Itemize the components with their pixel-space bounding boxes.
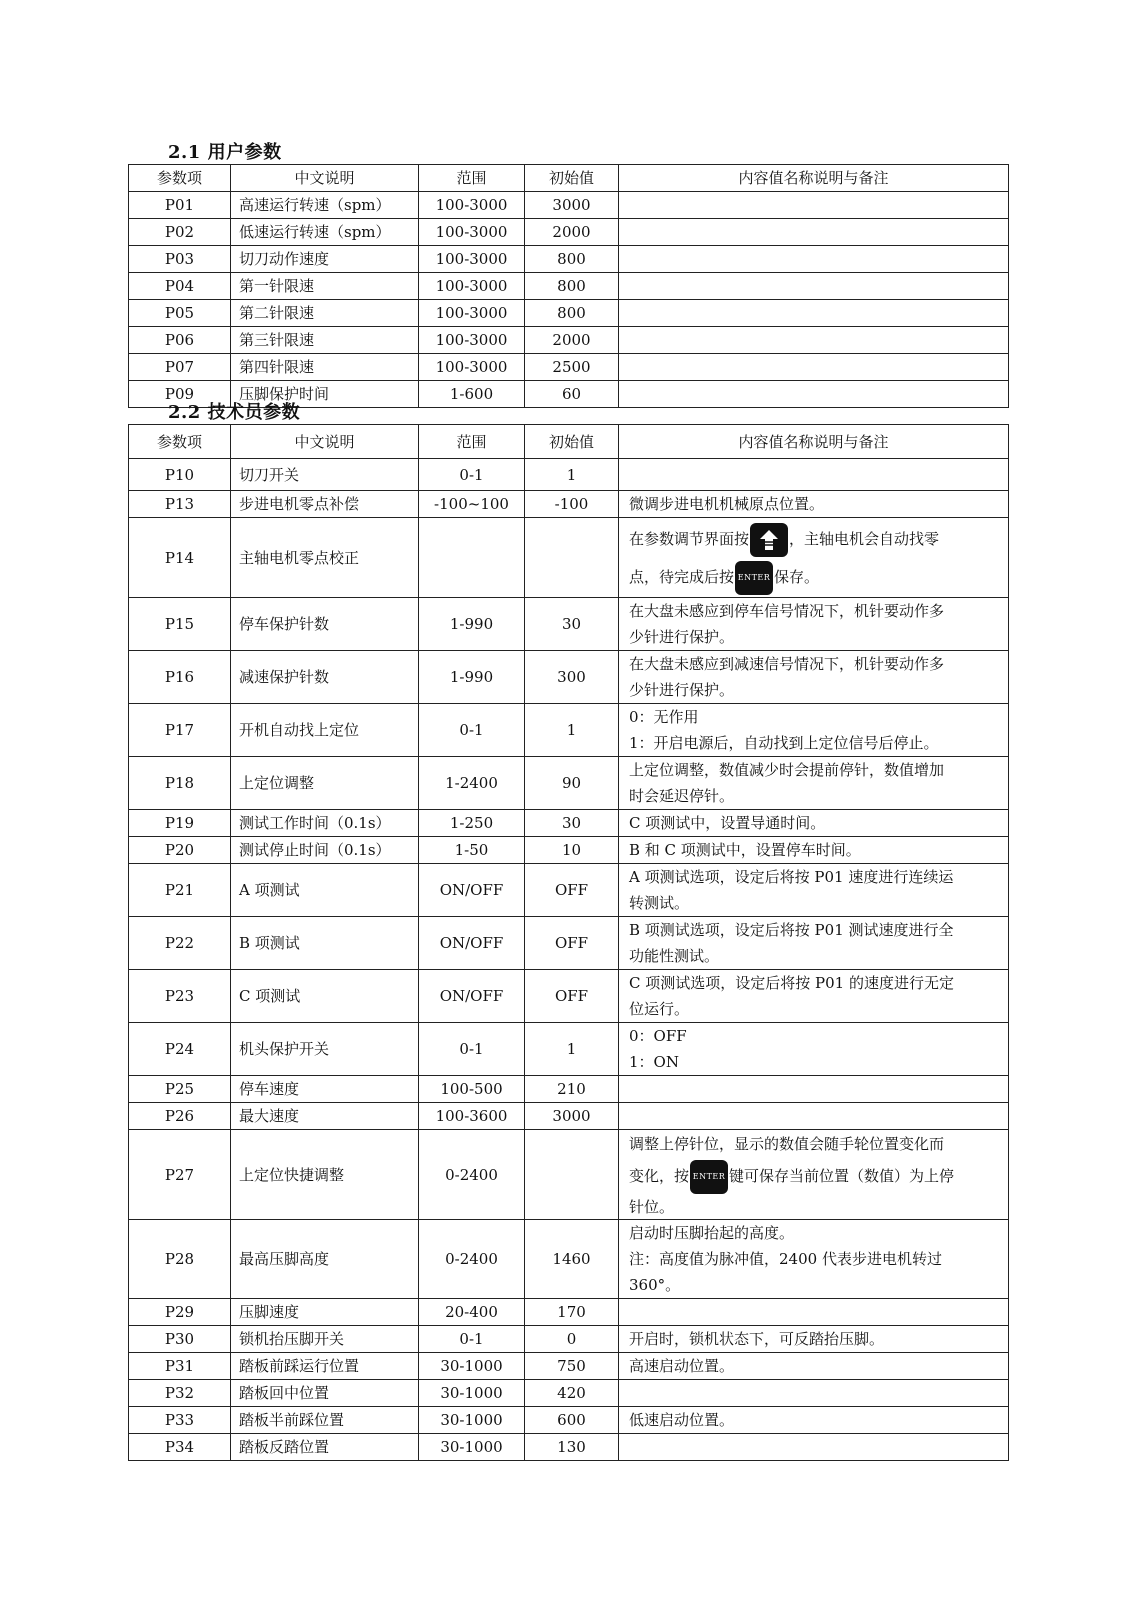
param-note-cell [619, 1380, 1009, 1407]
param-desc-cell: 锁机抬压脚开关 [231, 1326, 419, 1353]
table-row [129, 1103, 1009, 1130]
param-desc-cell: 踏板反踏位置 [231, 1434, 419, 1461]
param-note-cell [619, 273, 1009, 300]
table-row [129, 327, 1009, 354]
header-range: 范围 [419, 425, 525, 459]
table-row [129, 810, 1009, 837]
param-desc-cell: 停车速度 [231, 1076, 419, 1103]
param-desc-cell: 步进电机零点补偿 [231, 491, 419, 518]
param-note-cell: 高速启动位置。 [619, 1353, 1009, 1380]
table-row [129, 1353, 1009, 1380]
note-line: 少针进行保护。 [629, 628, 735, 646]
param-init-cell: 1 [525, 704, 619, 757]
param-desc-cell: 切刀动作速度 [231, 246, 419, 273]
param-desc-cell: 开机自动找上定位 [231, 704, 419, 757]
table-header-row [129, 165, 1009, 192]
param-id-cell: P05 [129, 300, 231, 327]
param-id-cell: P10 [129, 459, 231, 491]
param-note-cell [619, 381, 1009, 408]
note-line: A 项测试选项，设定后将按 P01 速度进行连续运 [629, 868, 954, 886]
param-range-cell: ON/OFF [419, 917, 525, 970]
param-range-cell: 100-3000 [419, 300, 525, 327]
table-row [129, 1299, 1009, 1326]
param-init-cell: 300 [525, 651, 619, 704]
param-range-cell: 30-1000 [419, 1380, 525, 1407]
param-init-cell: OFF [525, 917, 619, 970]
note-line: 注：高度值为脉冲值，2400 代表步进电机转过 [629, 1250, 942, 1268]
param-note-cell [619, 1299, 1009, 1326]
param-range-cell: 20-400 [419, 1299, 525, 1326]
table-header-row [129, 425, 1009, 459]
param-desc-cell: 减速保护针数 [231, 651, 419, 704]
table-row [129, 1076, 1009, 1103]
param-desc-cell: C 项测试 [231, 970, 419, 1023]
param-id-cell: P28 [129, 1220, 231, 1299]
param-init-cell: -100 [525, 491, 619, 518]
param-desc-cell: 最大速度 [231, 1103, 419, 1130]
param-init-cell: 210 [525, 1076, 619, 1103]
table-row [129, 917, 1009, 970]
param-range-cell: 100-3000 [419, 192, 525, 219]
enter-key-icon: ENTER [735, 561, 773, 595]
param-id-cell: P20 [129, 837, 231, 864]
param-range-cell: 100-3600 [419, 1103, 525, 1130]
param-desc-cell: 测试工作时间（0.1s） [231, 810, 419, 837]
note-text: 点，待完成后按 [629, 567, 735, 586]
param-id-cell: P04 [129, 273, 231, 300]
param-id-cell: P34 [129, 1434, 231, 1461]
param-range-cell: ON/OFF [419, 864, 525, 917]
param-range-cell: 30-1000 [419, 1407, 525, 1434]
note-line: 360°。 [629, 1276, 681, 1294]
param-desc-cell: 第四针限速 [231, 354, 419, 381]
param-init-cell: 130 [525, 1434, 619, 1461]
param-id-cell: P33 [129, 1407, 231, 1434]
table-row [129, 757, 1009, 810]
tech-params-table [128, 424, 1009, 1461]
param-note-cell [619, 327, 1009, 354]
param-id-cell: P30 [129, 1326, 231, 1353]
param-init-cell: OFF [525, 970, 619, 1023]
param-desc-cell: 第二针限速 [231, 300, 419, 327]
table-row [129, 354, 1009, 381]
param-note-cell: 开启时，锁机状态下，可反踏抬压脚。 [619, 1326, 1009, 1353]
param-range-cell: 30-1000 [419, 1353, 525, 1380]
param-init-cell: 170 [525, 1299, 619, 1326]
table-row [129, 1220, 1009, 1299]
param-note-cell [619, 518, 1009, 598]
param-init-cell: 800 [525, 300, 619, 327]
param-id-cell: P23 [129, 970, 231, 1023]
param-range-cell: 1-990 [419, 651, 525, 704]
param-id-cell: P19 [129, 810, 231, 837]
param-id-cell: P16 [129, 651, 231, 704]
param-range-cell: 100-3000 [419, 246, 525, 273]
param-note-cell [619, 917, 1009, 970]
param-note-cell [619, 598, 1009, 651]
param-desc-cell: 踏板半前踩位置 [231, 1407, 419, 1434]
param-note-cell [619, 219, 1009, 246]
param-range-cell: 1-50 [419, 837, 525, 864]
param-init-cell [525, 518, 619, 598]
param-id-cell: P01 [129, 192, 231, 219]
param-note-cell [619, 1023, 1009, 1076]
param-range-cell: 0-2400 [419, 1130, 525, 1220]
table-row [129, 1380, 1009, 1407]
param-range-cell: 0-2400 [419, 1220, 525, 1299]
table-row [129, 864, 1009, 917]
up-arrow-key-icon [750, 523, 788, 557]
param-id-cell: P21 [129, 864, 231, 917]
param-range-cell [419, 518, 525, 598]
param-id-cell: P13 [129, 491, 231, 518]
param-note-cell [619, 704, 1009, 757]
note-line: C 项测试选项，设定后将按 P01 的速度进行无定 [629, 974, 954, 992]
table-row [129, 273, 1009, 300]
param-id-cell: P29 [129, 1299, 231, 1326]
param-id-cell: P15 [129, 598, 231, 651]
param-range-cell: 100-3000 [419, 273, 525, 300]
param-desc-cell: 最高压脚高度 [231, 1220, 419, 1299]
param-init-cell: 90 [525, 757, 619, 810]
param-init-cell: 800 [525, 246, 619, 273]
param-desc-cell: 高速运行转速（spm） [231, 192, 419, 219]
param-id-cell: P14 [129, 518, 231, 598]
param-note-cell [619, 1103, 1009, 1130]
param-range-cell: 100-500 [419, 1076, 525, 1103]
param-id-cell: P06 [129, 327, 231, 354]
note-line: 功能性测试。 [629, 947, 720, 965]
param-init-cell: 3000 [525, 192, 619, 219]
param-range-cell: 100-3000 [419, 354, 525, 381]
param-init-cell: 60 [525, 381, 619, 408]
param-init-cell: 1 [525, 1023, 619, 1076]
user-params-table [128, 164, 1009, 408]
param-range-cell: 1-2400 [419, 757, 525, 810]
section-title-user-params: 2.1 用户参数 [168, 142, 282, 163]
param-desc-cell: 第三针限速 [231, 327, 419, 354]
param-id-cell: P24 [129, 1023, 231, 1076]
note-text: 保存。 [774, 567, 820, 586]
param-note-cell: 低速启动位置。 [619, 1407, 1009, 1434]
param-desc-cell: 切刀开关 [231, 459, 419, 491]
header-init: 初始值 [525, 165, 619, 192]
param-range-cell: 100-3000 [419, 219, 525, 246]
param-id-cell: P22 [129, 917, 231, 970]
header-init: 初始值 [525, 425, 619, 459]
table-row [129, 837, 1009, 864]
param-range-cell: 100-3000 [419, 327, 525, 354]
table-row [129, 1407, 1009, 1434]
param-desc-cell: B 项测试 [231, 917, 419, 970]
param-desc-cell: 踏板回中位置 [231, 1380, 419, 1407]
table-row [129, 651, 1009, 704]
param-init-cell: 750 [525, 1353, 619, 1380]
table-row [129, 970, 1009, 1023]
param-id-cell: P32 [129, 1380, 231, 1407]
param-init-cell: 600 [525, 1407, 619, 1434]
param-note-cell [619, 1130, 1009, 1220]
param-range-cell: 0-1 [419, 1326, 525, 1353]
param-desc-cell: 上定位调整 [231, 757, 419, 810]
param-note-cell: 微调步进电机机械原点位置。 [619, 491, 1009, 518]
table-row [129, 704, 1009, 757]
note-line: 在大盘未感应到停车信号情况下，机针要动作多 [629, 602, 945, 620]
param-desc-cell: 低速运行转速（spm） [231, 219, 419, 246]
param-range-cell: 1-250 [419, 810, 525, 837]
param-id-cell: P26 [129, 1103, 231, 1130]
param-desc-cell: 压脚保护时间 [231, 381, 419, 408]
param-range-cell: 1-990 [419, 598, 525, 651]
param-init-cell: 1 [525, 459, 619, 491]
header-note: 内容值名称说明与备注 [619, 425, 1009, 459]
note-line: 1：ON [629, 1053, 679, 1071]
param-note-cell [619, 354, 1009, 381]
param-id-cell: P07 [129, 354, 231, 381]
param-desc-cell: 机头保护开关 [231, 1023, 419, 1076]
param-desc-cell: A 项测试 [231, 864, 419, 917]
table-row [129, 1023, 1009, 1076]
header-param: 参数项 [129, 165, 231, 192]
param-init-cell: OFF [525, 864, 619, 917]
section-title-tech-params: 2.2 技术员参数 [168, 402, 301, 423]
param-id-cell: P02 [129, 219, 231, 246]
param-range-cell: 1-600 [419, 381, 525, 408]
note-line: 1：开启电源后，自动找到上定位信号后停止。 [629, 734, 939, 752]
param-id-cell: P25 [129, 1076, 231, 1103]
param-init-cell: 30 [525, 810, 619, 837]
note-text: 在参数调节界面按 [629, 529, 750, 548]
param-range-cell: 0-1 [419, 704, 525, 757]
param-note-cell [619, 300, 1009, 327]
header-desc: 中文说明 [231, 165, 419, 192]
param-init-cell: 420 [525, 1380, 619, 1407]
note-line: 0：无作用 [629, 708, 699, 726]
param-id-cell: P09 [129, 381, 231, 408]
header-range: 范围 [419, 165, 525, 192]
param-init-cell: 1460 [525, 1220, 619, 1299]
note-text: 键可保存当前位置（数值）为上停 [729, 1166, 955, 1185]
note-line: 在大盘未感应到减速信号情况下，机针要动作多 [629, 655, 945, 673]
param-note-cell [619, 1076, 1009, 1103]
param-init-cell: 2000 [525, 219, 619, 246]
param-desc-cell: 压脚速度 [231, 1299, 419, 1326]
param-init-cell [525, 1130, 619, 1220]
note-line: 启动时压脚抬起的高度。 [629, 1224, 795, 1242]
param-range-cell: 0-1 [419, 459, 525, 491]
note-line: 转测试。 [629, 894, 690, 912]
note-line: 0：OFF [629, 1027, 687, 1045]
table-row [129, 246, 1009, 273]
param-desc-cell: 上定位快捷调整 [231, 1130, 419, 1220]
header-desc: 中文说明 [231, 425, 419, 459]
table-row [129, 518, 1009, 598]
table-row [129, 459, 1009, 491]
param-note-cell [619, 1220, 1009, 1299]
param-note-cell [619, 757, 1009, 810]
table-row [129, 192, 1009, 219]
param-note-cell [619, 192, 1009, 219]
param-desc-cell: 测试停止时间（0.1s） [231, 837, 419, 864]
param-note-cell [619, 864, 1009, 917]
param-init-cell: 800 [525, 273, 619, 300]
param-note-cell [619, 970, 1009, 1023]
param-note-cell: C 项测试中，设置导通时间。 [619, 810, 1009, 837]
note-line: 时会延迟停针。 [629, 787, 735, 805]
note-line: B 项测试选项，设定后将按 P01 测试速度进行全 [629, 921, 954, 939]
param-desc-cell: 停车保护针数 [231, 598, 419, 651]
table-row [129, 1434, 1009, 1461]
note-line: 上定位调整，数值减少时会提前停针，数值增加 [629, 761, 945, 779]
param-init-cell: 30 [525, 598, 619, 651]
param-note-cell [619, 1434, 1009, 1461]
param-note-cell [619, 459, 1009, 491]
table-row [129, 598, 1009, 651]
param-id-cell: P27 [129, 1130, 231, 1220]
enter-key-icon: ENTER [690, 1160, 728, 1194]
param-id-cell: P18 [129, 757, 231, 810]
param-range-cell: -100~100 [419, 491, 525, 518]
table-row [129, 1130, 1009, 1220]
param-id-cell: P17 [129, 704, 231, 757]
param-note-cell [619, 651, 1009, 704]
param-range-cell: 30-1000 [419, 1434, 525, 1461]
note-line: 少针进行保护。 [629, 681, 735, 699]
param-init-cell: 0 [525, 1326, 619, 1353]
param-id-cell: P31 [129, 1353, 231, 1380]
header-note: 内容值名称说明与备注 [619, 165, 1009, 192]
note-text: 调整上停针位，显示的数值会随手轮位置变化而 [629, 1134, 945, 1153]
param-range-cell: 0-1 [419, 1023, 525, 1076]
note-text: ，主轴电机会自动找零 [789, 529, 940, 548]
param-desc-cell: 主轴电机零点校正 [231, 518, 419, 598]
table-row [129, 300, 1009, 327]
param-note-cell [619, 246, 1009, 273]
header-param: 参数项 [129, 425, 231, 459]
table-row [129, 1326, 1009, 1353]
param-init-cell: 2000 [525, 327, 619, 354]
param-init-cell: 2500 [525, 354, 619, 381]
table-row [129, 491, 1009, 518]
note-text: 针位。 [629, 1197, 675, 1216]
param-note-cell: B 和 C 项测试中，设置停车时间。 [619, 837, 1009, 864]
note-line: 位运行。 [629, 1000, 690, 1018]
param-init-cell: 3000 [525, 1103, 619, 1130]
param-desc-cell: 第一针限速 [231, 273, 419, 300]
note-text: 变化，按 [629, 1166, 690, 1185]
param-id-cell: P03 [129, 246, 231, 273]
table-row [129, 219, 1009, 246]
param-init-cell: 10 [525, 837, 619, 864]
param-range-cell: ON/OFF [419, 970, 525, 1023]
param-desc-cell: 踏板前踩运行位置 [231, 1353, 419, 1380]
